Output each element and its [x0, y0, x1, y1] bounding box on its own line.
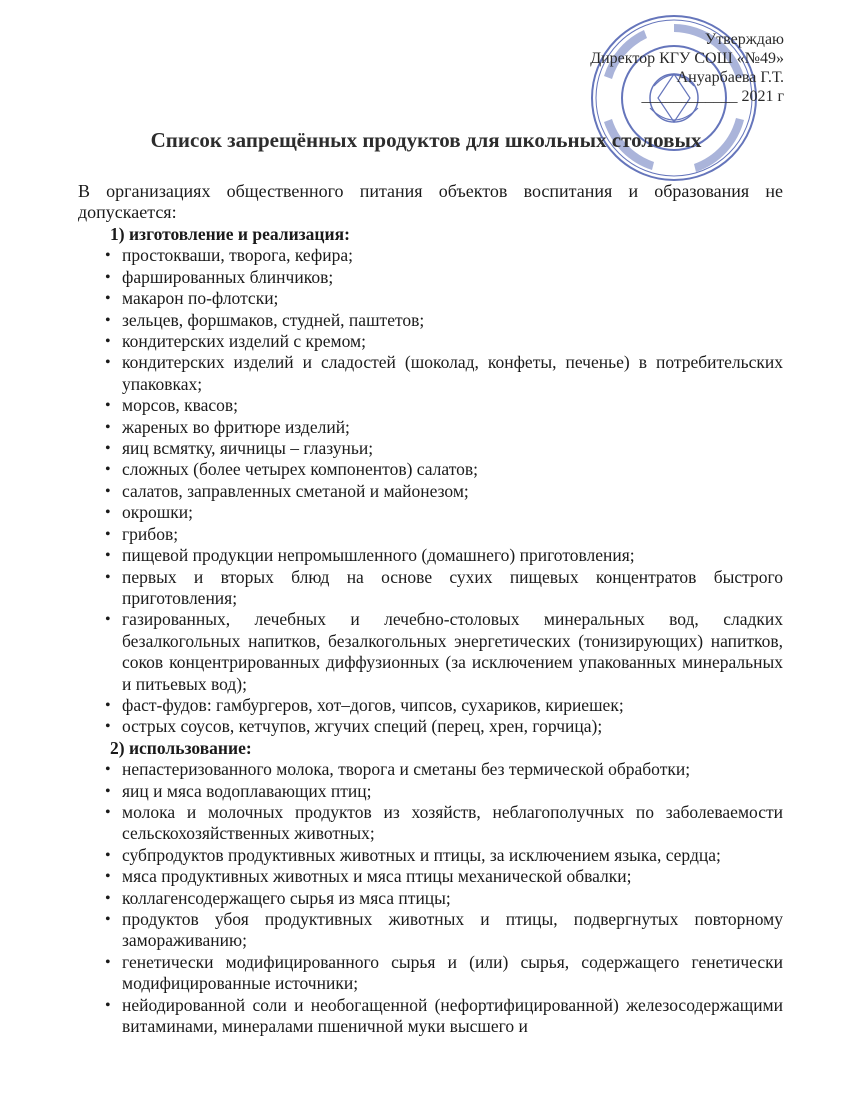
approval-name: Ануарбаева Г.Т. [676, 69, 784, 86]
list-item-text: фаст-фудов: гамбургеров, хот–догов, чипсов, сухариков, кириешек; [122, 694, 624, 715]
bullet-list [78, 759, 783, 1037]
list-item-text: кондитерских изделий и сладостей (шоколад, конфеты, печенье) в потребительских упаковках; [122, 352, 783, 394]
list-item [78, 267, 783, 288]
bullet-icon: • [105, 504, 111, 522]
document-title: Список запрещённых продуктов для школьных столовых [150, 128, 702, 152]
bullet-icon: • [105, 525, 111, 543]
bullet-icon: • [105, 568, 111, 586]
list-item [78, 438, 783, 459]
approval-date: ____________ 2021 г [641, 88, 784, 105]
bullet-icon: • [105, 846, 111, 864]
bullet-icon: • [105, 911, 111, 928]
list-item-text: острых соусов, кетчупов, жгучих специй (перец, хрен, горчица); [122, 716, 603, 737]
intro-paragraph: В организациях общественного питания объектов воспитания и образования не допускается: [78, 181, 783, 222]
bullet-icon: • [105, 718, 111, 736]
approval-label: Утверждаю [704, 31, 784, 48]
approval-block [590, 30, 784, 106]
bullet-icon: • [105, 547, 111, 565]
list-item-text: первых и вторых блюд на основе сухих пищевых концентратов быстрого приготовления; [122, 566, 783, 608]
list-item-text: сложных (более четырех компонентов) салатов; [122, 459, 479, 480]
list-item [78, 759, 783, 780]
list-item-text: яиц всмятку, яичницы – глазуньи; [122, 438, 374, 459]
list-item [78, 567, 783, 610]
bullet-icon: • [105, 953, 111, 971]
bullet-icon: • [105, 268, 111, 286]
list-item [78, 695, 783, 716]
list-item [78, 331, 783, 352]
bullet-icon: • [105, 290, 111, 308]
list-item-text: продуктов убоя продуктивных животных и птицы, подвергнутых повторному замораживанию; [122, 909, 783, 951]
list-item-text: салатов, заправленных сметаной и майонезом; [122, 480, 469, 501]
list-item-text: яиц и мяса водоплавающих птиц; [122, 780, 372, 801]
bullet-icon: • [105, 440, 111, 458]
list-item-text: пищевой продукции непромышленного (домашнего) приготовления; [122, 545, 635, 566]
list-item [78, 609, 783, 695]
list-item-text: зельцев, форшмаков, студней, паштетов; [122, 309, 425, 330]
bullet-icon: • [105, 761, 111, 779]
bullet-icon: • [105, 696, 111, 714]
list-item-text: коллагенсодержащего сырья из мяса птицы; [122, 887, 451, 908]
list-item [78, 545, 783, 566]
list-item [78, 802, 783, 845]
list-item [78, 459, 783, 480]
bullet-icon: • [105, 418, 111, 436]
list-item-text: макарон по-флотски; [122, 288, 279, 309]
list-item [78, 502, 783, 523]
list-item [78, 845, 783, 866]
bullet-icon: • [105, 311, 111, 329]
bullet-icon: • [105, 782, 111, 800]
list-item [78, 995, 783, 1038]
list-item [78, 417, 783, 438]
list-item [78, 310, 783, 331]
bullet-icon: • [105, 889, 111, 907]
list-item [78, 909, 783, 952]
list-item [78, 395, 783, 416]
list-item-text: жареных во фритюре изделий; [122, 416, 350, 437]
list-item-text: фаршированных блинчиков; [122, 266, 334, 287]
bullet-icon: • [105, 868, 111, 886]
list-item [78, 288, 783, 309]
bullet-icon: • [105, 803, 111, 821]
bullet-icon: • [105, 333, 111, 351]
list-item-text: субпродуктов продуктивных животных и птицы, за исключением языка, сердца; [122, 844, 721, 865]
bullet-icon: • [105, 996, 111, 1014]
bullet-list [78, 245, 783, 737]
list-item [78, 888, 783, 909]
list-item-text: газированных, лечебных и лечебно-столовых минеральных вод, сладких безалкогольных напитков, безалкогольных энергетических (тонизирующих) напитков, соков концентрированных диффузионных (за исключением упакованных минеральных и питьевых вод); [122, 609, 783, 694]
list-item [78, 866, 783, 887]
list-item-text: молока и молочных продуктов из хозяйств, неблагополучных по заболеваемости сельскохозяйственных животных; [122, 801, 783, 844]
bullet-icon: • [105, 611, 111, 629]
list-item [78, 352, 783, 395]
bullet-icon: • [105, 247, 111, 265]
section-heading: 1) изготовление и реализация: [110, 224, 350, 244]
approval-position: Директор КГУ СОШ «№49» [590, 50, 784, 67]
list-item-text: грибов; [122, 523, 179, 544]
bullet-icon: • [105, 482, 111, 500]
list-item-text: окрошки; [122, 502, 193, 523]
list-item [78, 781, 783, 802]
bullet-icon: • [105, 397, 111, 415]
list-item-text: мяса продуктивных животных и мяса птицы механической обвалки; [122, 866, 632, 887]
list-item [78, 716, 783, 737]
list-item-text: нейодированной соли и необогащенной (нефортифицированной) железосодержащими витаминами, минералами пшеничной муки высшего и [122, 994, 783, 1037]
list-item-text: генетически модифицированного сырья и (или) сырья, содержащего генетически модифицированные источники; [122, 951, 783, 994]
list-item-text: непастеризованного молока, творога и сметаны без термической обработки; [122, 759, 691, 780]
list-item-text: простокваши, творога, кефира; [122, 245, 353, 266]
list-item-text: морсов, квасов; [122, 395, 239, 416]
list-item [78, 481, 783, 502]
list-item [78, 245, 783, 266]
list-item [78, 524, 783, 545]
list-item [78, 952, 783, 995]
section-heading: 2) использование: [110, 737, 252, 758]
list-item-text: кондитерских изделий с кремом; [122, 331, 366, 352]
prohibited-lists [78, 224, 783, 1037]
bullet-icon: • [105, 354, 111, 372]
bullet-icon: • [105, 461, 111, 479]
